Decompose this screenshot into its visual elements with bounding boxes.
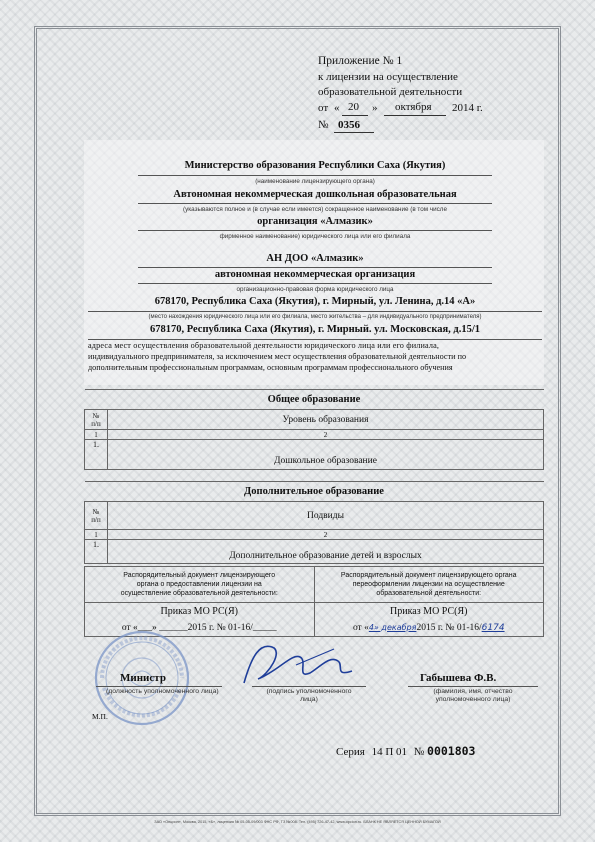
org-full-name-caption: (указываются полное и (в случае если имеется) сокращенное наименование (в том числе — [183, 206, 447, 213]
additional-col-number: № п/п — [85, 502, 108, 530]
appendix-line-2: к лицензии на осуществление — [318, 71, 458, 83]
additional-index-1: 1 — [85, 530, 108, 540]
license-number: 0356 — [338, 119, 360, 131]
position-caption: (должность уполномоченного лица) — [106, 688, 219, 695]
handwritten-reissue-number: 6174 — [481, 622, 505, 633]
activity-address: 678170, Республика Саха (Якутия), г. Мирный. ул. Московская, д.15/1 — [149, 324, 481, 335]
activity-text-2: индивидуального предпринимателя, за исключением мест осуществления образовательной деятельности по — [88, 352, 467, 361]
reissue-order-body: Приказ МО РС(Я) от «4» декабря2015 г. № 01-16/6174 — [314, 603, 544, 637]
signer-name: Габышева Ф.В. — [420, 672, 497, 684]
appendix-title: Приложение № 1 — [318, 55, 403, 67]
general-row-value: Дошкольное образование — [108, 440, 544, 470]
org-full-name-1: Автономная некоммерческая дошкольная образовательная — [173, 189, 457, 200]
general-row-number: 1. — [85, 440, 108, 470]
additional-index-2: 2 — [108, 530, 544, 540]
form-number: 0001803 — [427, 744, 476, 758]
form-series: Серия 14 П 01 № 0001803 — [336, 744, 476, 758]
grant-order-caption: Распорядительный документ лицензирующего органа о предоставлении лицензии на осуществление образовательной деятельности: — [85, 567, 315, 603]
signature-caption: (подпись уполномоченного лица) — [266, 688, 352, 703]
handwritten-signature — [238, 635, 368, 690]
reissue-order-caption: Распорядительный документ лицензирующего органа переоформлении лицензии на осуществление образовательной деятельности: — [314, 567, 544, 603]
ministry-name: Министерство образования Республики Саха (Якутия) — [184, 160, 446, 171]
org-short-name: АН ДОО «Алмазик» — [266, 253, 364, 264]
general-col-number: № п/п — [85, 410, 108, 430]
additional-education-title: Дополнительное образование — [85, 482, 544, 502]
date-quote-open: « — [334, 102, 340, 114]
additional-education-table — [84, 481, 544, 564]
general-index-2: 2 — [108, 430, 544, 440]
signer-position: Министр — [120, 672, 166, 684]
additional-row-number: 1. — [85, 540, 108, 564]
date-year: 2014 г. — [452, 102, 483, 114]
org-legal-form: автономная некоммерческая организация — [214, 269, 416, 280]
handwritten-reissue-date: 4» декабря — [368, 622, 417, 632]
date-from: от — [318, 102, 329, 114]
general-index-1: 1 — [85, 430, 108, 440]
legal-form-caption: организационно-правовая форма юридического лица — [236, 286, 394, 293]
general-col-level: Уровень образования — [108, 410, 544, 430]
appendix-line-3: образовательной деятельности — [318, 86, 463, 98]
date-day: 20 — [348, 101, 359, 113]
orders-table — [84, 566, 544, 637]
activity-text-1: адреса мест осуществления образовательной деятельности юридического лица или его филиала, — [88, 341, 440, 350]
activity-text-3: дополнительным профессиональным программам, основным программам профессионального обучения — [88, 363, 453, 372]
number-label: № — [318, 119, 329, 131]
grant-order-body: Приказ МО РС(Я) от «___» ______2015 г. № 01-16/_____ — [85, 603, 315, 637]
address-caption: (место нахождения юридического лица или его филиала, место жительства – для индивидуального предпринимателя) — [148, 314, 482, 320]
general-education-title: Общее образование — [85, 390, 544, 410]
firm-name-caption: фирменное наименование) юридического лица или его филиала — [219, 233, 411, 240]
additional-col-subtype: Подвиды — [108, 502, 544, 530]
org-address: 678170, Республика Саха (Якутия), г. Мирный, ул. Ленина, д.14 «А» — [154, 296, 476, 307]
signer-name-caption: (фамилия, имя, отчество уполномоченного лица) — [433, 688, 513, 703]
general-education-table — [84, 389, 544, 470]
additional-row-value: Дополнительное образование детей и взрослых — [108, 540, 544, 564]
date-quote-close: » — [372, 102, 378, 114]
ministry-caption: (наименование лицензирующего органа) — [255, 178, 375, 185]
org-full-name-2: организация «Алмазик» — [257, 216, 373, 227]
date-month: октября — [395, 101, 432, 113]
stamp-place-label: М.П. — [92, 712, 108, 721]
printer-footer: ЗАО «Опцион», Москва, 2015, «Б», лицензия № 05-05-09/003 ФНС РФ, ТЗ №008. Тел. (495) 726-47-42, www.opcion.ru. БЛАНК НЕ ЯВЛЯЕТСЯ ЦЕННОЙ БУМАГОЙ — [154, 820, 441, 824]
